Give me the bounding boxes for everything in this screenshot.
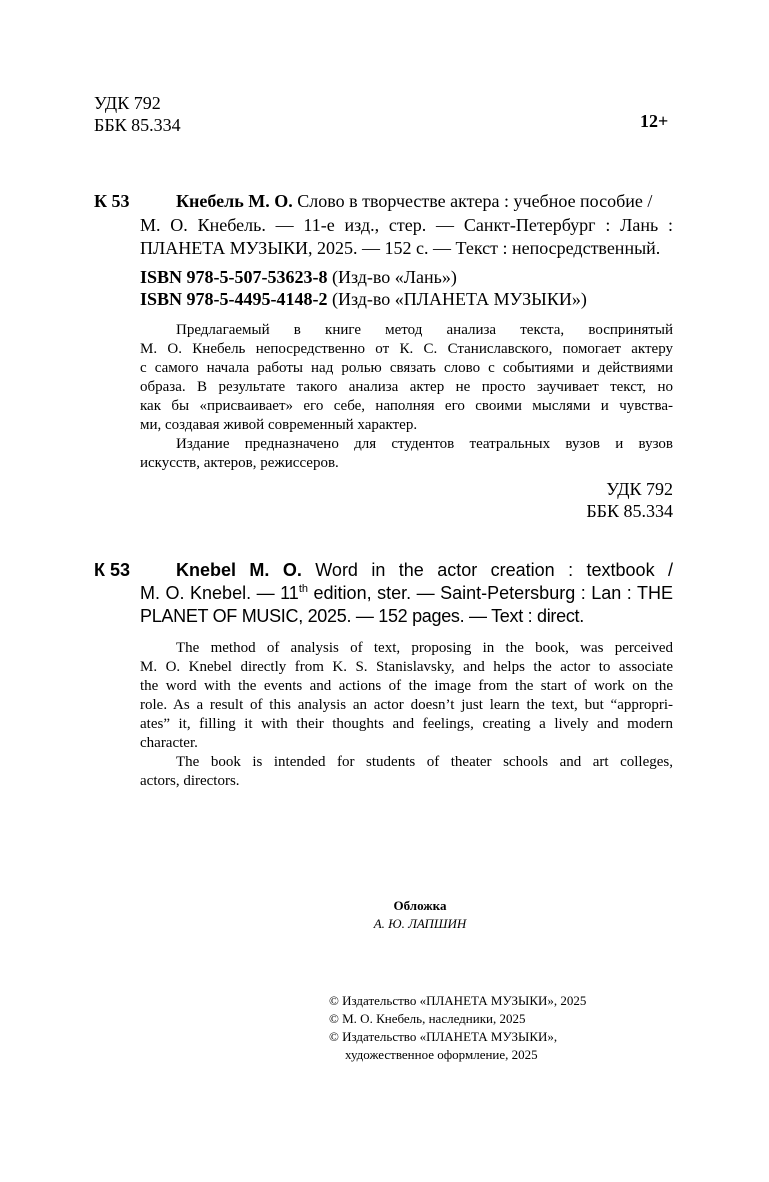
ru-audience-line: Издание предназначено для студентов театральных вузов и вузов: [176, 436, 673, 452]
header-bbk: ББК 85.334: [94, 115, 181, 135]
en-publisher: edition, ster. — Saint-Petersburg : Lan : THE: [313, 583, 673, 603]
ru-line1: [176, 190, 673, 213]
ru-title: Слово в творчестве актера : учебное пособие /: [297, 191, 653, 211]
age-rating: 12+: [640, 111, 669, 131]
copyright-line: © М. О. Кнебель, наследники, 2025: [329, 1011, 526, 1026]
en-abstract-line: role. As a result of this analysis an actor doesn’t just learn the text, but “appropri-: [140, 697, 673, 713]
ru-abstract-line: Предлагаемый в книге метод анализа текста, воспринятый: [176, 322, 673, 338]
cover-label: Обложка: [393, 898, 447, 913]
ru-abstract-line: ми, создавая живой современный характер.: [140, 417, 418, 433]
en-abstract: [140, 639, 673, 791]
ru-isbn1: [140, 266, 457, 289]
en-line1: [176, 559, 673, 582]
ru-abstract-line: с самого начала работы над ролью связать слово с событиями и действиями: [140, 360, 673, 376]
en-author: Knebel M. O.: [176, 560, 302, 580]
en-audience-line: actors, directors.: [140, 773, 240, 789]
en-audience-line: The book is intended for students of theater schools and art colleges,: [176, 754, 673, 770]
ru-udk: УДК 792: [606, 479, 673, 499]
en-title: Word in the actor creation : textbook /: [315, 560, 673, 580]
ru-isbn2: [140, 288, 587, 311]
ru-abstract: [140, 321, 673, 473]
ru-line2: М. О. Кнебель. — 11-е изд., стер. — Санкт-Петербург : Лань :: [140, 215, 673, 235]
header-udk: УДК 792: [94, 93, 161, 113]
en-line3: PLANET OF MUSIC, 2025. — 152 pages. — Text : direct.: [140, 606, 584, 626]
ru-audience-line: искусств, актеров, режиссеров.: [140, 455, 339, 471]
en-abstract-line: ates” it, filling it with their thoughts and feelings, creating a lively and modern: [140, 716, 673, 732]
isbn2-publisher: (Изд-во «ПЛАНЕТА МУЗЫКИ»): [332, 289, 587, 309]
en-abstract-line: The method of analysis of text, proposing in the book, was perceived: [176, 640, 673, 656]
en-code: К 53: [94, 560, 131, 580]
ru-code: К 53: [94, 191, 130, 211]
ru-abstract-line: как бы «присваивает» его себе, наполняя его своими мыслями и чувства-: [140, 398, 673, 414]
copyright-block: [329, 992, 586, 1064]
en-edition: M. O. Knebel. — 11: [140, 583, 299, 603]
ru-abstract-line: образа. В результате такого анализа актер не просто заучивает текст, но: [140, 379, 673, 395]
en-line2: [140, 582, 673, 605]
en-abstract-line: character.: [140, 735, 198, 751]
copyright-line: художественное оформление, 2025: [345, 1047, 538, 1062]
en-edition-sup: th: [298, 583, 308, 595]
ru-abstract-line: М. О. Кнебель непосредственно от К. С. Станиславского, помогает актеру: [140, 341, 673, 357]
cover-artist: А. Ю. ЛАПШИН: [373, 916, 467, 931]
copyright-line: © Издательство «ПЛАНЕТА МУЗЫКИ»,: [329, 1029, 558, 1044]
ru-bbk: ББК 85.334: [586, 501, 673, 521]
copyright-line: © Издательство «ПЛАНЕТА МУЗЫКИ», 2025: [329, 993, 587, 1008]
isbn2-number: ISBN 978-5-4495-4148-2: [140, 289, 328, 309]
en-abstract-line: M. O. Knebel directly from K. S. Stanislavsky, and helps the actor to associate: [140, 659, 673, 675]
en-abstract-line: the word with the events and actions of the image from the start of work on the: [140, 678, 673, 694]
isbn1-publisher: (Изд-во «Лань»): [332, 267, 457, 287]
isbn1-number: ISBN 978-5-507-53623-8: [140, 267, 328, 287]
ru-author: Кнебель М. О.: [176, 191, 293, 211]
ru-line3: ПЛАНЕТА МУЗЫКИ, 2025. — 152 с. — Текст : непосредственный.: [140, 238, 661, 258]
